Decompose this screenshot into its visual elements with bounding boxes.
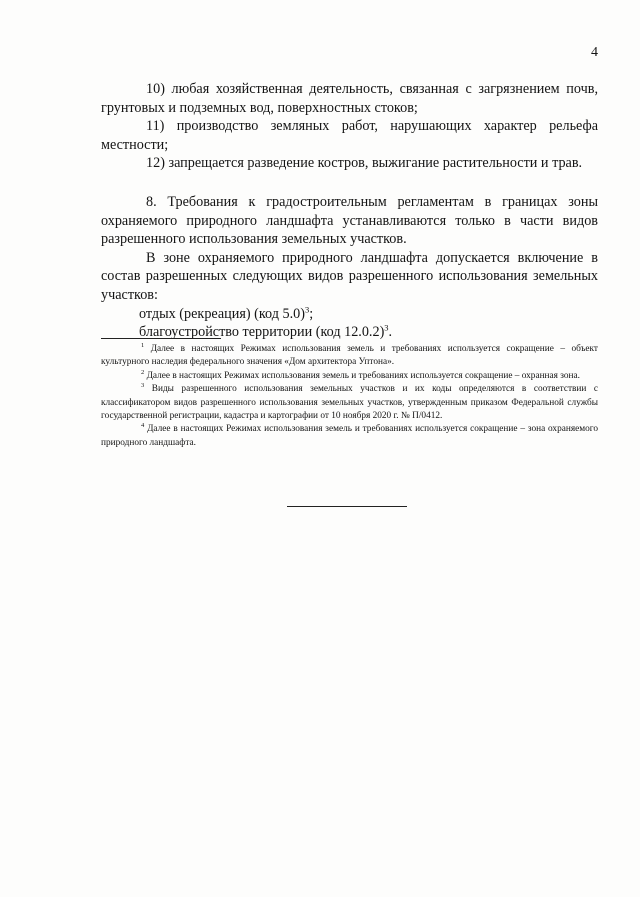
footnotes bbox=[101, 343, 598, 450]
footnote-4 bbox=[101, 423, 598, 450]
footnote-mark: 1 bbox=[141, 341, 145, 349]
allowed-use-landscaping-text: благоустройство территории (код 12.0.2) bbox=[139, 324, 385, 341]
list-item-11: 11) производство земляных работ, нарушающих характер рельефа местности; bbox=[101, 118, 598, 153]
footnote-text: Далее в настоящих Режимах использования земель и требованиях используется сокращение – объект культурного наследия федерального значения «Дом архитектора Уптона». bbox=[101, 344, 598, 368]
footnote-ref: 3 bbox=[384, 322, 389, 333]
footnote-3 bbox=[101, 383, 598, 423]
allowed-use-recreation-end: ; bbox=[309, 305, 314, 322]
allowed-use-landscaping-end: . bbox=[388, 324, 393, 341]
allowed-use-recreation bbox=[101, 305, 598, 324]
footnote-ref: 3 bbox=[304, 303, 310, 314]
footnote-mark: 3 bbox=[141, 382, 145, 390]
document-body bbox=[101, 80, 598, 342]
list-item-12: 12) запрещается разведение костров, выжигание растительности и трав. bbox=[146, 155, 583, 172]
footnote-2 bbox=[101, 370, 598, 383]
section-8-paragraph: 8. Требования к градостроительным регламентам в границах зоны охраняемого природного ландшафта устанавливаются только в части видов разрешенного использования земельных участков. bbox=[101, 193, 598, 248]
list-item-10: 10) любая хозяйственная деятельность, связанная с загрязнением почв, грунтовых и подземных вод, поверхностных стоков; bbox=[101, 81, 598, 116]
footnote-text: Виды разрешенного использования земельных участков и их коды определяются в соответствии с классификатором видов разрешенного использования земельных участков, утвержденным приказом Федеральной службы государственной регистрации, кадастра и картографии от 10 ноября 2020 г. № П/0412. bbox=[101, 384, 599, 422]
end-of-text-rule bbox=[287, 506, 407, 507]
paragraph-gap bbox=[101, 173, 598, 193]
footnote-text: Далее в настоящих Режимах использования земель и требованиях используется сокращение – охранная зона. bbox=[146, 370, 580, 381]
footnote-mark: 4 bbox=[141, 422, 145, 430]
allowed-uses-intro: В зоне охраняемого природного ландшафта допускается включение в состав разрешенных следующих видов разрешенного использования земельных участков: bbox=[101, 249, 598, 303]
footnote-1 bbox=[101, 343, 598, 370]
page-number: 4 bbox=[591, 45, 598, 60]
allowed-use-recreation-text: отдых (рекреация) (код 5.0) bbox=[139, 305, 305, 322]
footnote-mark: 2 bbox=[141, 368, 145, 376]
footnote-separator bbox=[101, 338, 221, 339]
footnote-text: Далее в настоящих Режимах использования земель и требованиях используется сокращение – зона охраняемого природного ландшафта. bbox=[101, 424, 598, 448]
